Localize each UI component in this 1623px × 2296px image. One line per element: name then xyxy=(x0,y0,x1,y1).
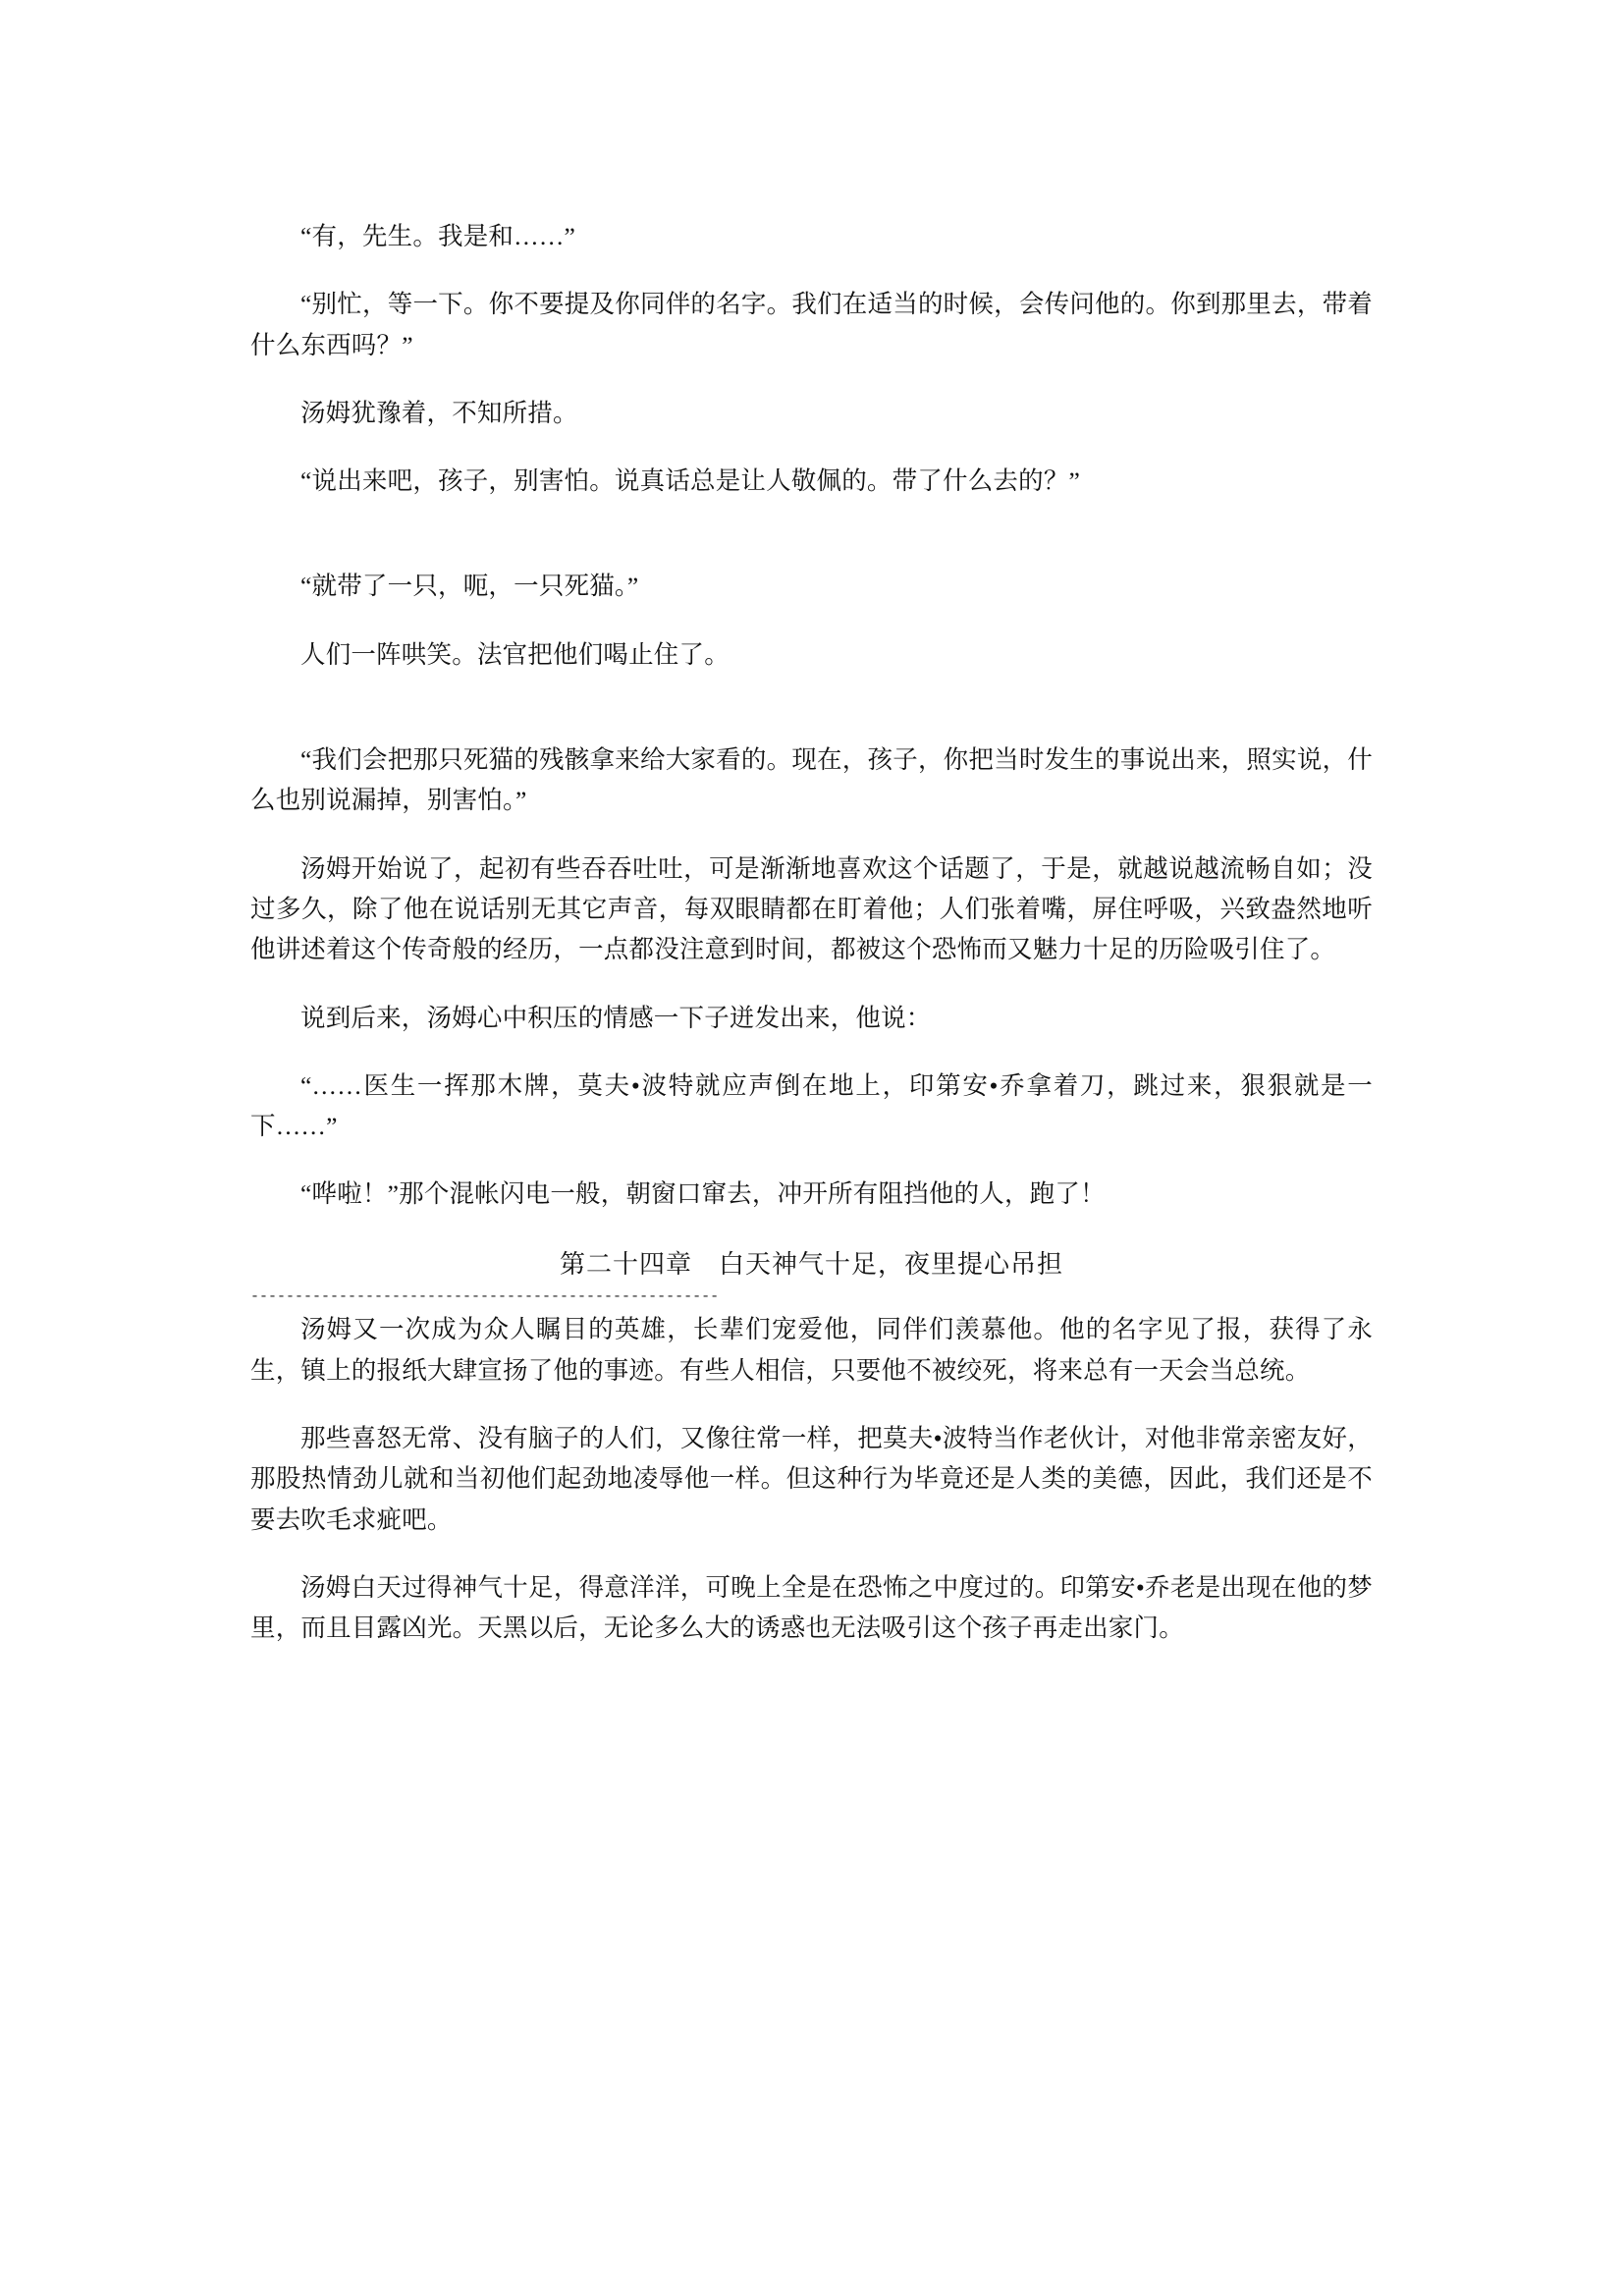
paragraph: “我们会把那只死猫的残骸拿来给大家看的。现在，孩子，你把当时发生的事说出来，照实说，什么也别说漏掉，别害怕。” xyxy=(250,745,1373,815)
chapter-title: 第二十四章 白天神气十足，夜里提心吊担 xyxy=(559,1249,1063,1279)
paragraph: 说到后来，汤姆心中积压的情感一下子迸发出来，他说： xyxy=(300,1003,932,1032)
paragraph: “……医生一挥那木牌，莫夫•波特就应声倒在地上，印第安•乔拿着刀，跳过来，狠狠就是一下……” xyxy=(250,1070,1373,1141)
paragraph: “别忙，等一下。你不要提及你同伴的名字。我们在适当的时候，会传问他的。你到那里去，带着什么东西吗？” xyxy=(250,290,1373,359)
paragraph: “有，先生。我是和……” xyxy=(300,222,576,250)
paragraph: 人们一阵哄笑。法官把他们喝止住了。 xyxy=(300,639,730,669)
paragraph: 那些喜怒无常、没有脑子的人们，又像往常一样，把莫夫•波特当作老伙计，对他非常亲密友好，那股热情劲儿就和当初他们起劲地凌辱他一样。但这种行为毕竟还是人类的美德，因此，我们还是不要去吹毛求疵吧。 xyxy=(250,1423,1373,1534)
paragraph: “就带了一只，呃，一只死猫。” xyxy=(300,572,639,601)
paragraph: 汤姆又一次成为众人瞩目的英雄，长辈们宠爱他，同伴们羡慕他。他的名字见了报，获得了永生，镇上的报纸大肆宣扬了他的事迹。有些人相信，只要他不被绞死，将来总有一天会当总统。 xyxy=(250,1315,1373,1385)
paragraph: “说出来吧，孩子，别害怕。说真话总是让人敬佩的。带了什么去的？” xyxy=(300,466,1081,496)
paragraph: 汤姆开始说了，起初有些吞吞吐吐，可是渐渐地喜欢这个话题了，于是，就越说越流畅自如；没过多久，除了他在说话别无其它声音，每双眼睛都在盯着他；人们张着嘴，屏住呼吸，兴致盎然地听他讲述着这个传奇般的经历，一点都没注意到时间，都被这个恐怖而又魅力十足的历险吸引住了。 xyxy=(250,853,1373,964)
document-body xyxy=(250,216,1373,1648)
paragraph: 汤姆犹豫着，不知所措。 xyxy=(300,398,578,427)
section-divider: ----------------------------------------------------- xyxy=(250,1288,720,1305)
paragraph: “哗啦！”那个混帐闪电一般，朝窗口窜去，冲开所有阻挡他的人，跑了！ xyxy=(300,1179,1106,1209)
paragraph: 汤姆白天过得神气十足，得意洋洋，可晚上全是在恐怖之中度过的。印第安•乔老是出现在他的梦里，而且目露凶光。天黑以后，无论多么大的诱惑也无法吸引这个孩子再走出家门。 xyxy=(250,1572,1373,1643)
